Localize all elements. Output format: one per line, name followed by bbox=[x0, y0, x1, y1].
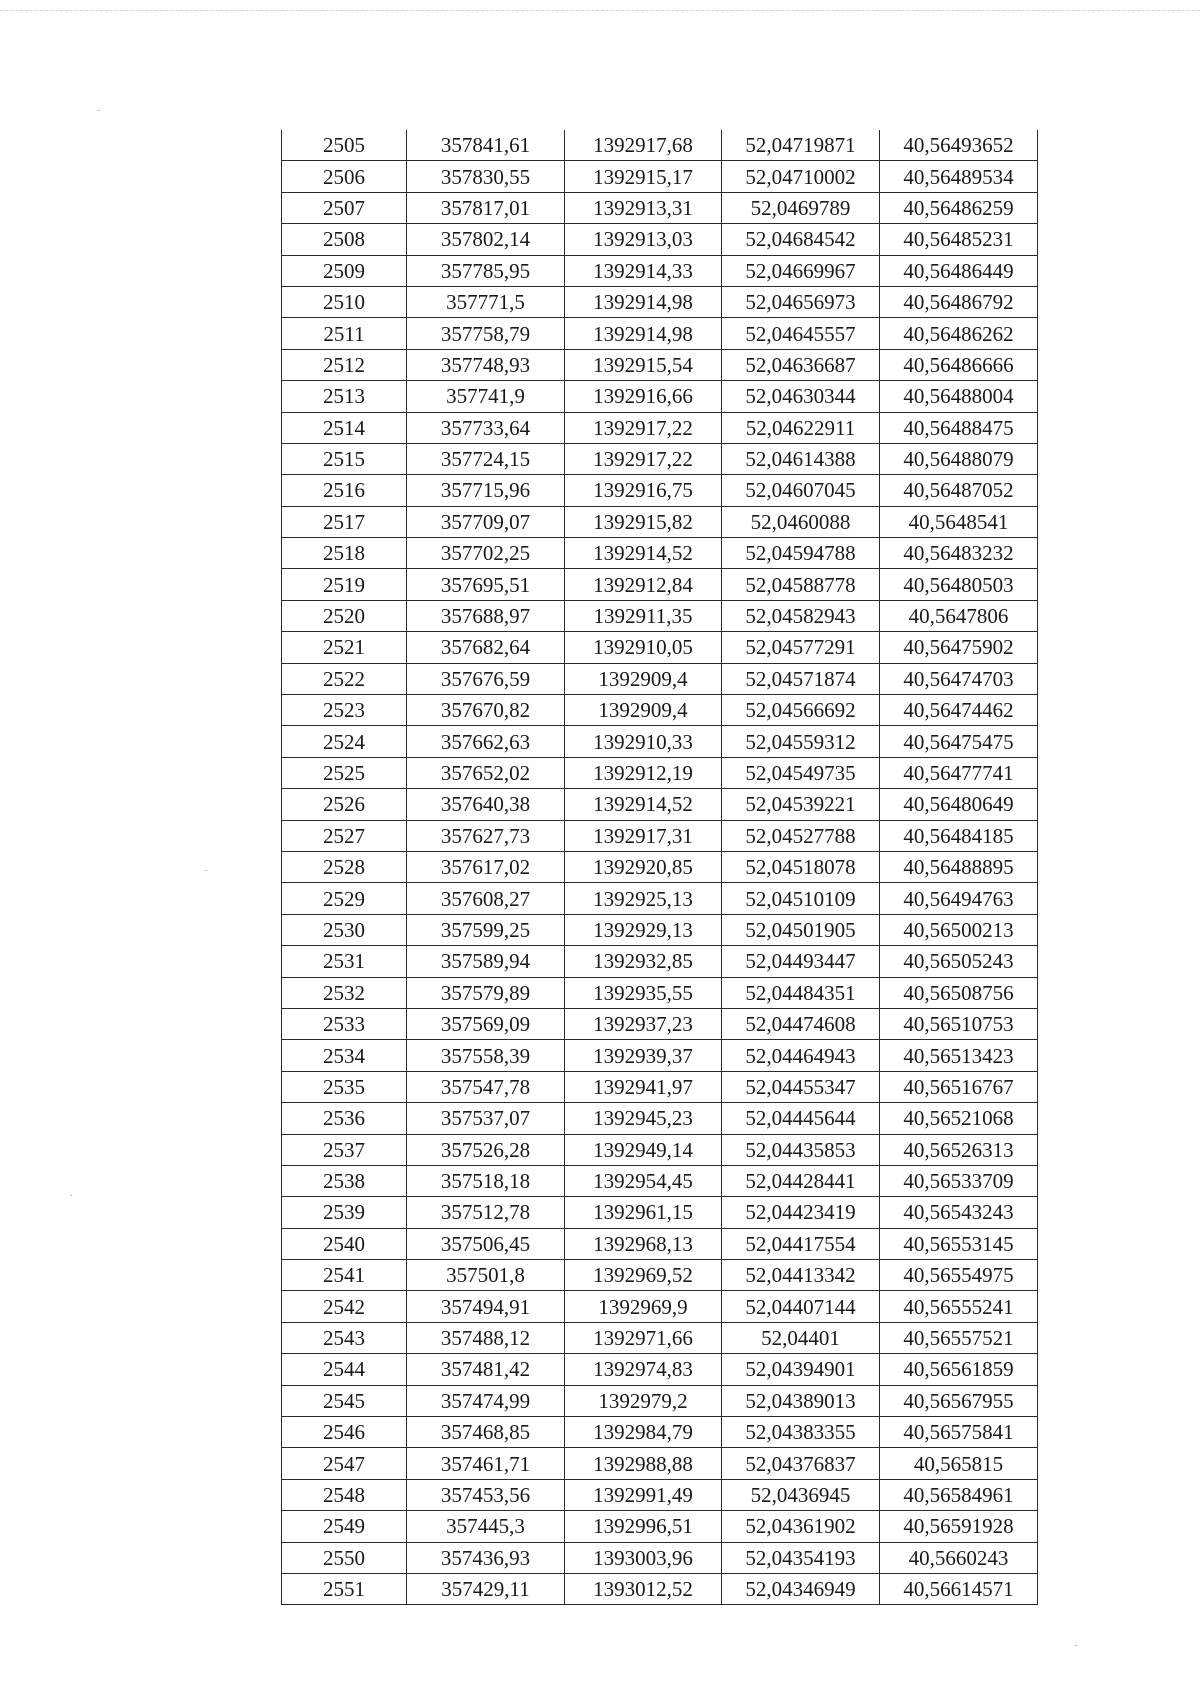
latitude-cell: 52,04710002 bbox=[722, 161, 880, 192]
longitude-cell: 40,56475902 bbox=[880, 632, 1038, 663]
point-number-cell: 2525 bbox=[282, 757, 407, 788]
longitude-cell: 40,56510753 bbox=[880, 1008, 1038, 1039]
scan-edge-line bbox=[0, 10, 1200, 11]
latitude-cell: 52,04361902 bbox=[722, 1511, 880, 1542]
x-coordinate-cell: 357608,27 bbox=[407, 883, 565, 914]
coordinates-table bbox=[281, 130, 1038, 1605]
latitude-cell: 52,04455347 bbox=[722, 1071, 880, 1102]
longitude-cell: 40,56477741 bbox=[880, 757, 1038, 788]
latitude-cell: 52,04389013 bbox=[722, 1385, 880, 1416]
point-number-cell: 2526 bbox=[282, 789, 407, 820]
table-row bbox=[282, 1103, 1038, 1134]
x-coordinate-cell: 357429,11 bbox=[407, 1573, 565, 1604]
y-coordinate-cell: 1392910,05 bbox=[565, 632, 722, 663]
latitude-cell: 52,04445644 bbox=[722, 1103, 880, 1134]
scan-speck bbox=[205, 870, 207, 871]
table-row bbox=[282, 883, 1038, 914]
latitude-cell: 52,04474608 bbox=[722, 1008, 880, 1039]
y-coordinate-cell: 1392969,9 bbox=[565, 1291, 722, 1322]
y-coordinate-cell: 1392912,19 bbox=[565, 757, 722, 788]
y-coordinate-cell: 1392910,33 bbox=[565, 726, 722, 757]
x-coordinate-cell: 357579,89 bbox=[407, 977, 565, 1008]
y-coordinate-cell: 1392949,14 bbox=[565, 1134, 722, 1165]
table-row bbox=[282, 1385, 1038, 1416]
point-number-cell: 2518 bbox=[282, 538, 407, 569]
y-coordinate-cell: 1392979,2 bbox=[565, 1385, 722, 1416]
y-coordinate-cell: 1392915,17 bbox=[565, 161, 722, 192]
longitude-cell: 40,56554975 bbox=[880, 1260, 1038, 1291]
scan-speck bbox=[98, 110, 100, 111]
point-number-cell: 2521 bbox=[282, 632, 407, 663]
longitude-cell: 40,5648541 bbox=[880, 506, 1038, 537]
point-number-cell: 2533 bbox=[282, 1008, 407, 1039]
point-number-cell: 2511 bbox=[282, 318, 407, 349]
point-number-cell: 2510 bbox=[282, 286, 407, 317]
x-coordinate-cell: 357436,93 bbox=[407, 1542, 565, 1573]
y-coordinate-cell: 1392917,22 bbox=[565, 443, 722, 474]
point-number-cell: 2515 bbox=[282, 443, 407, 474]
table-row bbox=[282, 224, 1038, 255]
point-number-cell: 2543 bbox=[282, 1322, 407, 1353]
x-coordinate-cell: 357695,51 bbox=[407, 569, 565, 600]
x-coordinate-cell: 357682,64 bbox=[407, 632, 565, 663]
x-coordinate-cell: 357662,63 bbox=[407, 726, 565, 757]
y-coordinate-cell: 1392925,13 bbox=[565, 883, 722, 914]
point-number-cell: 2547 bbox=[282, 1448, 407, 1479]
longitude-cell: 40,56508756 bbox=[880, 977, 1038, 1008]
x-coordinate-cell: 357589,94 bbox=[407, 946, 565, 977]
y-coordinate-cell: 1392914,52 bbox=[565, 538, 722, 569]
table-row bbox=[282, 192, 1038, 223]
latitude-cell: 52,04607045 bbox=[722, 475, 880, 506]
latitude-cell: 52,04383355 bbox=[722, 1417, 880, 1448]
longitude-cell: 40,56486666 bbox=[880, 349, 1038, 380]
point-number-cell: 2516 bbox=[282, 475, 407, 506]
y-coordinate-cell: 1392941,97 bbox=[565, 1071, 722, 1102]
y-coordinate-cell: 1392916,66 bbox=[565, 381, 722, 412]
longitude-cell: 40,56561859 bbox=[880, 1354, 1038, 1385]
y-coordinate-cell: 1393012,52 bbox=[565, 1573, 722, 1604]
x-coordinate-cell: 357733,64 bbox=[407, 412, 565, 443]
table-row bbox=[282, 443, 1038, 474]
x-coordinate-cell: 357501,8 bbox=[407, 1260, 565, 1291]
x-coordinate-cell: 357676,59 bbox=[407, 663, 565, 694]
y-coordinate-cell: 1392974,83 bbox=[565, 1354, 722, 1385]
y-coordinate-cell: 1392911,35 bbox=[565, 600, 722, 631]
latitude-cell: 52,04571874 bbox=[722, 663, 880, 694]
latitude-cell: 52,04577291 bbox=[722, 632, 880, 663]
y-coordinate-cell: 1392920,85 bbox=[565, 851, 722, 882]
y-coordinate-cell: 1392937,23 bbox=[565, 1008, 722, 1039]
table-row bbox=[282, 757, 1038, 788]
latitude-cell: 52,04614388 bbox=[722, 443, 880, 474]
table-row bbox=[282, 1417, 1038, 1448]
table-row bbox=[282, 1228, 1038, 1259]
x-coordinate-cell: 357841,61 bbox=[407, 130, 565, 161]
point-number-cell: 2529 bbox=[282, 883, 407, 914]
longitude-cell: 40,56488475 bbox=[880, 412, 1038, 443]
x-coordinate-cell: 357506,45 bbox=[407, 1228, 565, 1259]
latitude-cell: 52,04435853 bbox=[722, 1134, 880, 1165]
x-coordinate-cell: 357512,78 bbox=[407, 1197, 565, 1228]
x-coordinate-cell: 357558,39 bbox=[407, 1040, 565, 1071]
longitude-cell: 40,56475475 bbox=[880, 726, 1038, 757]
x-coordinate-cell: 357640,38 bbox=[407, 789, 565, 820]
longitude-cell: 40,56555241 bbox=[880, 1291, 1038, 1322]
table-row bbox=[282, 161, 1038, 192]
table-row bbox=[282, 663, 1038, 694]
y-coordinate-cell: 1392945,23 bbox=[565, 1103, 722, 1134]
point-number-cell: 2544 bbox=[282, 1354, 407, 1385]
table-row bbox=[282, 1197, 1038, 1228]
x-coordinate-cell: 357724,15 bbox=[407, 443, 565, 474]
y-coordinate-cell: 1392913,31 bbox=[565, 192, 722, 223]
table-row bbox=[282, 1573, 1038, 1604]
table-row bbox=[282, 820, 1038, 851]
y-coordinate-cell: 1392961,15 bbox=[565, 1197, 722, 1228]
point-number-cell: 2540 bbox=[282, 1228, 407, 1259]
x-coordinate-cell: 357670,82 bbox=[407, 695, 565, 726]
point-number-cell: 2508 bbox=[282, 224, 407, 255]
scan-speck bbox=[70, 1195, 72, 1196]
latitude-cell: 52,04394901 bbox=[722, 1354, 880, 1385]
longitude-cell: 40,56526313 bbox=[880, 1134, 1038, 1165]
table-row bbox=[282, 130, 1038, 161]
table-row bbox=[282, 255, 1038, 286]
y-coordinate-cell: 1392917,22 bbox=[565, 412, 722, 443]
table-row bbox=[282, 412, 1038, 443]
scan-speck bbox=[1075, 1645, 1077, 1646]
table-row bbox=[282, 600, 1038, 631]
y-coordinate-cell: 1392913,03 bbox=[565, 224, 722, 255]
x-coordinate-cell: 357715,96 bbox=[407, 475, 565, 506]
x-coordinate-cell: 357474,99 bbox=[407, 1385, 565, 1416]
x-coordinate-cell: 357481,42 bbox=[407, 1354, 565, 1385]
point-number-cell: 2548 bbox=[282, 1479, 407, 1510]
latitude-cell: 52,04407144 bbox=[722, 1291, 880, 1322]
point-number-cell: 2505 bbox=[282, 130, 407, 161]
table-row bbox=[282, 1542, 1038, 1573]
longitude-cell: 40,56486449 bbox=[880, 255, 1038, 286]
latitude-cell: 52,04669967 bbox=[722, 255, 880, 286]
table-row bbox=[282, 695, 1038, 726]
table-row bbox=[282, 1165, 1038, 1196]
latitude-cell: 52,04484351 bbox=[722, 977, 880, 1008]
x-coordinate-cell: 357802,14 bbox=[407, 224, 565, 255]
latitude-cell: 52,04428441 bbox=[722, 1165, 880, 1196]
latitude-cell: 52,04559312 bbox=[722, 726, 880, 757]
table-row bbox=[282, 538, 1038, 569]
point-number-cell: 2506 bbox=[282, 161, 407, 192]
latitude-cell: 52,04719871 bbox=[722, 130, 880, 161]
coordinates-table-container bbox=[281, 130, 1037, 1605]
latitude-cell: 52,04354193 bbox=[722, 1542, 880, 1573]
y-coordinate-cell: 1393003,96 bbox=[565, 1542, 722, 1573]
point-number-cell: 2541 bbox=[282, 1260, 407, 1291]
table-row bbox=[282, 286, 1038, 317]
point-number-cell: 2513 bbox=[282, 381, 407, 412]
longitude-cell: 40,5647806 bbox=[880, 600, 1038, 631]
y-coordinate-cell: 1392932,85 bbox=[565, 946, 722, 977]
longitude-cell: 40,56489534 bbox=[880, 161, 1038, 192]
longitude-cell: 40,56553145 bbox=[880, 1228, 1038, 1259]
y-coordinate-cell: 1392988,88 bbox=[565, 1448, 722, 1479]
longitude-cell: 40,56584961 bbox=[880, 1479, 1038, 1510]
table-row bbox=[282, 914, 1038, 945]
table-row bbox=[282, 1134, 1038, 1165]
table-row bbox=[282, 1291, 1038, 1322]
longitude-cell: 40,56500213 bbox=[880, 914, 1038, 945]
y-coordinate-cell: 1392914,52 bbox=[565, 789, 722, 820]
latitude-cell: 52,04401 bbox=[722, 1322, 880, 1353]
point-number-cell: 2530 bbox=[282, 914, 407, 945]
longitude-cell: 40,56486262 bbox=[880, 318, 1038, 349]
table-row bbox=[282, 1322, 1038, 1353]
latitude-cell: 52,04346949 bbox=[722, 1573, 880, 1604]
x-coordinate-cell: 357547,78 bbox=[407, 1071, 565, 1102]
table-row bbox=[282, 569, 1038, 600]
longitude-cell: 40,56488004 bbox=[880, 381, 1038, 412]
point-number-cell: 2522 bbox=[282, 663, 407, 694]
x-coordinate-cell: 357617,02 bbox=[407, 851, 565, 882]
point-number-cell: 2528 bbox=[282, 851, 407, 882]
point-number-cell: 2527 bbox=[282, 820, 407, 851]
x-coordinate-cell: 357494,91 bbox=[407, 1291, 565, 1322]
table-row bbox=[282, 475, 1038, 506]
table-row bbox=[282, 1008, 1038, 1039]
latitude-cell: 52,04622911 bbox=[722, 412, 880, 443]
x-coordinate-cell: 357445,3 bbox=[407, 1511, 565, 1542]
point-number-cell: 2537 bbox=[282, 1134, 407, 1165]
latitude-cell: 52,0460088 bbox=[722, 506, 880, 537]
x-coordinate-cell: 357537,07 bbox=[407, 1103, 565, 1134]
latitude-cell: 52,0436945 bbox=[722, 1479, 880, 1510]
y-coordinate-cell: 1392984,79 bbox=[565, 1417, 722, 1448]
latitude-cell: 52,04493447 bbox=[722, 946, 880, 977]
table-row bbox=[282, 349, 1038, 380]
latitude-cell: 52,04594788 bbox=[722, 538, 880, 569]
y-coordinate-cell: 1392914,98 bbox=[565, 286, 722, 317]
table-row bbox=[282, 1071, 1038, 1102]
x-coordinate-cell: 357526,28 bbox=[407, 1134, 565, 1165]
latitude-cell: 52,04417554 bbox=[722, 1228, 880, 1259]
table-row bbox=[282, 632, 1038, 663]
table-row bbox=[282, 1448, 1038, 1479]
x-coordinate-cell: 357785,95 bbox=[407, 255, 565, 286]
latitude-cell: 52,04510109 bbox=[722, 883, 880, 914]
latitude-cell: 52,04413342 bbox=[722, 1260, 880, 1291]
y-coordinate-cell: 1392915,82 bbox=[565, 506, 722, 537]
latitude-cell: 52,04630344 bbox=[722, 381, 880, 412]
y-coordinate-cell: 1392917,68 bbox=[565, 130, 722, 161]
x-coordinate-cell: 357569,09 bbox=[407, 1008, 565, 1039]
longitude-cell: 40,56486259 bbox=[880, 192, 1038, 223]
point-number-cell: 2531 bbox=[282, 946, 407, 977]
longitude-cell: 40,56487052 bbox=[880, 475, 1038, 506]
x-coordinate-cell: 357688,97 bbox=[407, 600, 565, 631]
coordinates-table-body bbox=[282, 130, 1038, 1605]
latitude-cell: 52,04588778 bbox=[722, 569, 880, 600]
x-coordinate-cell: 357748,93 bbox=[407, 349, 565, 380]
longitude-cell: 40,56521068 bbox=[880, 1103, 1038, 1134]
x-coordinate-cell: 357741,9 bbox=[407, 381, 565, 412]
longitude-cell: 40,56513423 bbox=[880, 1040, 1038, 1071]
y-coordinate-cell: 1392914,33 bbox=[565, 255, 722, 286]
latitude-cell: 52,04501905 bbox=[722, 914, 880, 945]
table-row bbox=[282, 726, 1038, 757]
latitude-cell: 52,04464943 bbox=[722, 1040, 880, 1071]
y-coordinate-cell: 1392935,55 bbox=[565, 977, 722, 1008]
y-coordinate-cell: 1392969,52 bbox=[565, 1260, 722, 1291]
point-number-cell: 2546 bbox=[282, 1417, 407, 1448]
longitude-cell: 40,56494763 bbox=[880, 883, 1038, 914]
y-coordinate-cell: 1392912,84 bbox=[565, 569, 722, 600]
y-coordinate-cell: 1392917,31 bbox=[565, 820, 722, 851]
point-number-cell: 2512 bbox=[282, 349, 407, 380]
longitude-cell: 40,56575841 bbox=[880, 1417, 1038, 1448]
point-number-cell: 2539 bbox=[282, 1197, 407, 1228]
y-coordinate-cell: 1392929,13 bbox=[565, 914, 722, 945]
y-coordinate-cell: 1392909,4 bbox=[565, 695, 722, 726]
longitude-cell: 40,56485231 bbox=[880, 224, 1038, 255]
table-row bbox=[282, 1479, 1038, 1510]
x-coordinate-cell: 357468,85 bbox=[407, 1417, 565, 1448]
point-number-cell: 2532 bbox=[282, 977, 407, 1008]
latitude-cell: 52,04423419 bbox=[722, 1197, 880, 1228]
longitude-cell: 40,56543243 bbox=[880, 1197, 1038, 1228]
table-row bbox=[282, 851, 1038, 882]
x-coordinate-cell: 357771,5 bbox=[407, 286, 565, 317]
longitude-cell: 40,56480503 bbox=[880, 569, 1038, 600]
y-coordinate-cell: 1392954,45 bbox=[565, 1165, 722, 1196]
x-coordinate-cell: 357461,71 bbox=[407, 1448, 565, 1479]
latitude-cell: 52,04376837 bbox=[722, 1448, 880, 1479]
y-coordinate-cell: 1392939,37 bbox=[565, 1040, 722, 1071]
y-coordinate-cell: 1392914,98 bbox=[565, 318, 722, 349]
latitude-cell: 52,04656973 bbox=[722, 286, 880, 317]
latitude-cell: 52,04549735 bbox=[722, 757, 880, 788]
point-number-cell: 2514 bbox=[282, 412, 407, 443]
longitude-cell: 40,56483232 bbox=[880, 538, 1038, 569]
longitude-cell: 40,56557521 bbox=[880, 1322, 1038, 1353]
point-number-cell: 2517 bbox=[282, 506, 407, 537]
x-coordinate-cell: 357518,18 bbox=[407, 1165, 565, 1196]
point-number-cell: 2534 bbox=[282, 1040, 407, 1071]
point-number-cell: 2538 bbox=[282, 1165, 407, 1196]
y-coordinate-cell: 1392916,75 bbox=[565, 475, 722, 506]
longitude-cell: 40,56493652 bbox=[880, 130, 1038, 161]
table-row bbox=[282, 506, 1038, 537]
longitude-cell: 40,56480649 bbox=[880, 789, 1038, 820]
longitude-cell: 40,56614571 bbox=[880, 1573, 1038, 1604]
latitude-cell: 52,04645557 bbox=[722, 318, 880, 349]
point-number-cell: 2550 bbox=[282, 1542, 407, 1573]
point-number-cell: 2524 bbox=[282, 726, 407, 757]
x-coordinate-cell: 357817,01 bbox=[407, 192, 565, 223]
x-coordinate-cell: 357488,12 bbox=[407, 1322, 565, 1353]
longitude-cell: 40,56474703 bbox=[880, 663, 1038, 694]
x-coordinate-cell: 357652,02 bbox=[407, 757, 565, 788]
latitude-cell: 52,04684542 bbox=[722, 224, 880, 255]
latitude-cell: 52,0469789 bbox=[722, 192, 880, 223]
latitude-cell: 52,04539221 bbox=[722, 789, 880, 820]
y-coordinate-cell: 1392909,4 bbox=[565, 663, 722, 694]
latitude-cell: 52,04518078 bbox=[722, 851, 880, 882]
longitude-cell: 40,56474462 bbox=[880, 695, 1038, 726]
y-coordinate-cell: 1392968,13 bbox=[565, 1228, 722, 1259]
point-number-cell: 2507 bbox=[282, 192, 407, 223]
point-number-cell: 2509 bbox=[282, 255, 407, 286]
longitude-cell: 40,5660243 bbox=[880, 1542, 1038, 1573]
table-row bbox=[282, 789, 1038, 820]
longitude-cell: 40,56533709 bbox=[880, 1165, 1038, 1196]
table-row bbox=[282, 1511, 1038, 1542]
point-number-cell: 2549 bbox=[282, 1511, 407, 1542]
y-coordinate-cell: 1392996,51 bbox=[565, 1511, 722, 1542]
x-coordinate-cell: 357709,07 bbox=[407, 506, 565, 537]
point-number-cell: 2523 bbox=[282, 695, 407, 726]
point-number-cell: 2545 bbox=[282, 1385, 407, 1416]
point-number-cell: 2536 bbox=[282, 1103, 407, 1134]
point-number-cell: 2535 bbox=[282, 1071, 407, 1102]
longitude-cell: 40,56505243 bbox=[880, 946, 1038, 977]
table-row bbox=[282, 1354, 1038, 1385]
point-number-cell: 2551 bbox=[282, 1573, 407, 1604]
x-coordinate-cell: 357830,55 bbox=[407, 161, 565, 192]
latitude-cell: 52,04527788 bbox=[722, 820, 880, 851]
point-number-cell: 2542 bbox=[282, 1291, 407, 1322]
longitude-cell: 40,56567955 bbox=[880, 1385, 1038, 1416]
longitude-cell: 40,56488895 bbox=[880, 851, 1038, 882]
longitude-cell: 40,56484185 bbox=[880, 820, 1038, 851]
table-row bbox=[282, 946, 1038, 977]
latitude-cell: 52,04636687 bbox=[722, 349, 880, 380]
table-row bbox=[282, 381, 1038, 412]
longitude-cell: 40,56486792 bbox=[880, 286, 1038, 317]
table-row bbox=[282, 977, 1038, 1008]
point-number-cell: 2520 bbox=[282, 600, 407, 631]
longitude-cell: 40,56516767 bbox=[880, 1071, 1038, 1102]
x-coordinate-cell: 357702,25 bbox=[407, 538, 565, 569]
x-coordinate-cell: 357453,56 bbox=[407, 1479, 565, 1510]
y-coordinate-cell: 1392915,54 bbox=[565, 349, 722, 380]
latitude-cell: 52,04566692 bbox=[722, 695, 880, 726]
longitude-cell: 40,565815 bbox=[880, 1448, 1038, 1479]
latitude-cell: 52,04582943 bbox=[722, 600, 880, 631]
table-row bbox=[282, 318, 1038, 349]
x-coordinate-cell: 357599,25 bbox=[407, 914, 565, 945]
point-number-cell: 2519 bbox=[282, 569, 407, 600]
y-coordinate-cell: 1392991,49 bbox=[565, 1479, 722, 1510]
table-row bbox=[282, 1260, 1038, 1291]
x-coordinate-cell: 357627,73 bbox=[407, 820, 565, 851]
table-row bbox=[282, 1040, 1038, 1071]
x-coordinate-cell: 357758,79 bbox=[407, 318, 565, 349]
longitude-cell: 40,56488079 bbox=[880, 443, 1038, 474]
longitude-cell: 40,56591928 bbox=[880, 1511, 1038, 1542]
y-coordinate-cell: 1392971,66 bbox=[565, 1322, 722, 1353]
